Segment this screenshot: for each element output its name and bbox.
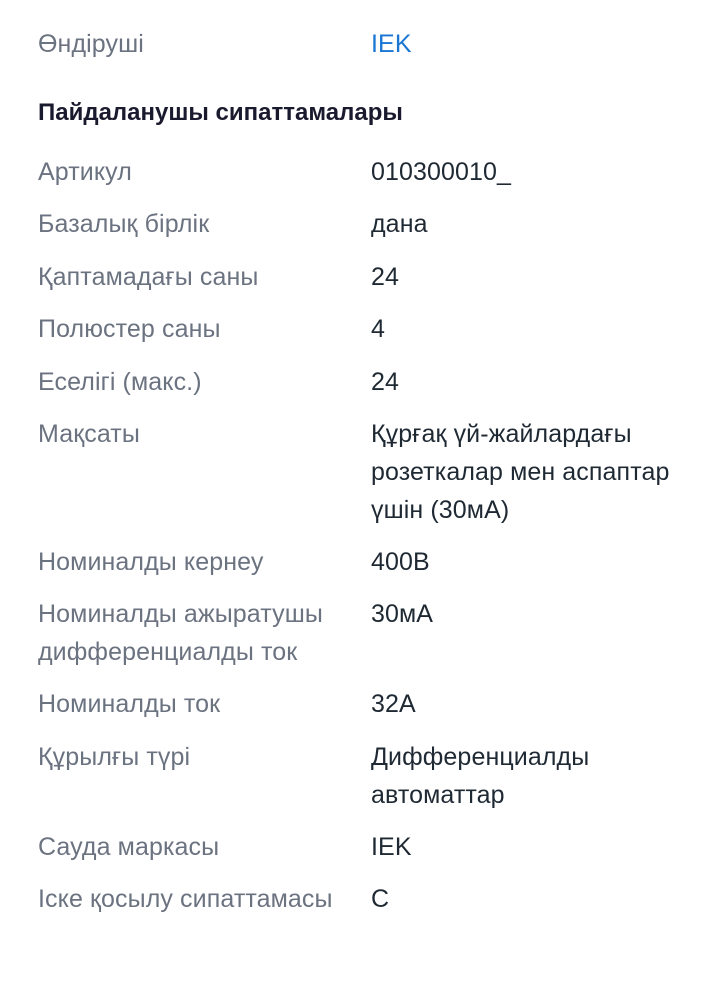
spec-label: Іске қосылу сипаттамасы bbox=[38, 885, 333, 913]
spec-value: дана bbox=[371, 210, 428, 238]
spec-value: 4 bbox=[371, 315, 386, 343]
spec-value: 24 bbox=[371, 368, 400, 396]
spec-value: 24 bbox=[371, 263, 400, 291]
spec-label: Полюстер саны bbox=[38, 315, 221, 343]
spec-row-trademark bbox=[38, 828, 688, 866]
spec-label: Құрылғы түрі bbox=[38, 743, 191, 771]
spec-row-purpose bbox=[38, 415, 688, 529]
spec-label: Номиналды ажыратушы дифференциалды ток bbox=[38, 600, 323, 666]
spec-value: Құрғақ үй-жайлардағы розеткалар мен аспаптар үшін (30мА) bbox=[371, 420, 670, 524]
spec-row-rated-voltage bbox=[38, 543, 688, 581]
spec-value: 400В bbox=[371, 548, 430, 576]
spec-value: 30мА bbox=[371, 600, 434, 628]
spec-row-article bbox=[38, 153, 688, 191]
spec-label: Сауда маркасы bbox=[38, 833, 220, 861]
spec-row-poles bbox=[38, 310, 688, 348]
spec-label: Базалық бірлік bbox=[38, 210, 210, 238]
spec-row-pack-quantity bbox=[38, 258, 688, 296]
section-title: Пайдаланушы сипаттамалары bbox=[38, 99, 403, 126]
spec-label: Қаптамадағы саны bbox=[38, 263, 259, 291]
manufacturer-link[interactable]: IEK bbox=[371, 30, 412, 58]
spec-label: Номиналды ток bbox=[38, 690, 221, 718]
spec-value: Дифференциалды автоматтар bbox=[371, 743, 590, 809]
spec-label: Артикул bbox=[38, 158, 132, 186]
spec-row-rated-current bbox=[38, 685, 688, 723]
spec-row-multiplicity bbox=[38, 363, 688, 401]
manufacturer-row bbox=[38, 25, 688, 63]
spec-value: IEK bbox=[371, 833, 412, 861]
spec-value: C bbox=[371, 885, 390, 913]
spec-row-residual-current bbox=[38, 595, 688, 671]
spec-row-device-type bbox=[38, 738, 688, 814]
spec-row-base-unit bbox=[38, 205, 688, 243]
spec-value: 32А bbox=[371, 690, 416, 718]
spec-row-tripping-characteristic bbox=[38, 880, 688, 918]
manufacturer-label: Өндіруші bbox=[38, 30, 144, 58]
spec-label: Мақсаты bbox=[38, 420, 140, 448]
spec-label: Еселігі (макс.) bbox=[38, 368, 202, 396]
spec-value: 010300010_ bbox=[371, 158, 512, 186]
spec-label: Номиналды кернеу bbox=[38, 548, 264, 576]
